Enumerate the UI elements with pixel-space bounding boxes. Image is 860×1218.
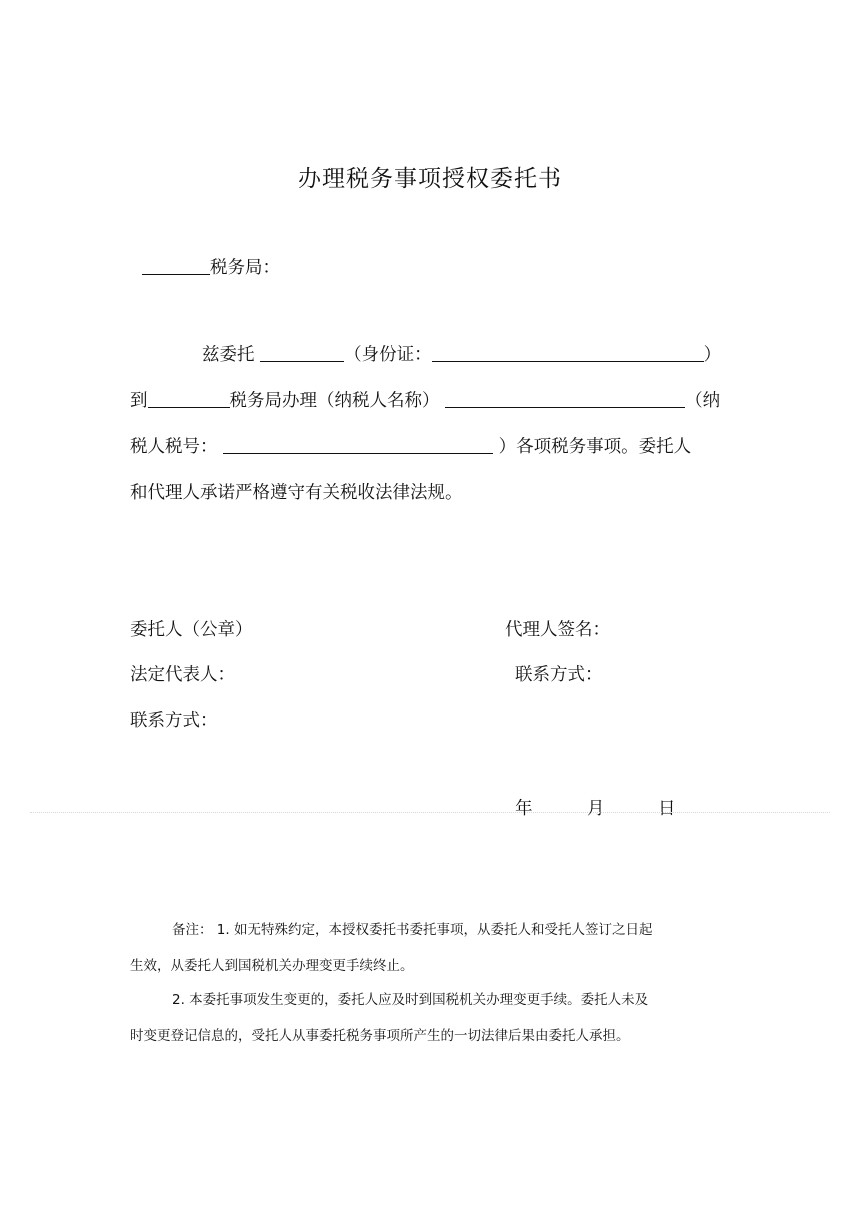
tax-bureau-blank (142, 256, 210, 275)
para-text: 税人税号： (130, 437, 218, 457)
addressee-line (142, 256, 280, 280)
para-text: （身份证： (344, 345, 432, 365)
paragraph-line-2 (130, 389, 720, 413)
para-text: 兹委托 (202, 345, 255, 365)
paragraph-line-4: 和代理人承诺严格遵守有关税收法律法规。 (130, 483, 463, 503)
taxpayer-number-blank (223, 435, 493, 454)
para-text: （纳 (685, 391, 721, 411)
legal-representative-label: 法定代表人： (130, 665, 235, 685)
taxpayer-name-blank (445, 389, 685, 408)
id-number-blank (432, 343, 704, 362)
date-year: 年 (515, 799, 533, 819)
note-2-line-2: 时变更登记信息的，受托人从事委托税务事项所产生的一切法律后果由委托人承担。 (130, 1028, 630, 1044)
date-month: 月 (587, 799, 605, 819)
paragraph-line-3 (130, 435, 691, 459)
addressee-suffix: 税务局： (210, 258, 280, 278)
agent-contact-label: 联系方式： (515, 665, 603, 685)
document-title: 办理税务事项授权委托书 (298, 166, 562, 192)
note-1-line-1: 备注： 1. 如无特殊约定，本授权委托书委托事项，从委托人和受托人签订之日起 (172, 922, 653, 938)
para-text: 到 (130, 391, 148, 411)
principal-seal-label: 委托人（公章） (130, 620, 253, 640)
para-text: ）各项税务事项。委托人 (498, 437, 692, 457)
page-divider (30, 812, 830, 813)
note-1-line-2: 生效，从委托人到国税机关办理变更手续终止。 (130, 958, 414, 974)
para-text: 税务局办理（纳税人名称） (229, 391, 440, 411)
para-text: ） (703, 345, 722, 365)
agent-signature-label: 代理人签名： (505, 620, 610, 640)
agent-name-blank (260, 343, 344, 362)
principal-contact-label: 联系方式： (130, 711, 218, 731)
paragraph-line-1 (202, 343, 721, 367)
bureau-blank (148, 389, 230, 408)
date-day: 日 (658, 799, 676, 819)
note-2-line-1: 2. 本委托事项发生变更的，委托人应及时到国税机关办理变更手续。委托人未及 (172, 992, 649, 1008)
